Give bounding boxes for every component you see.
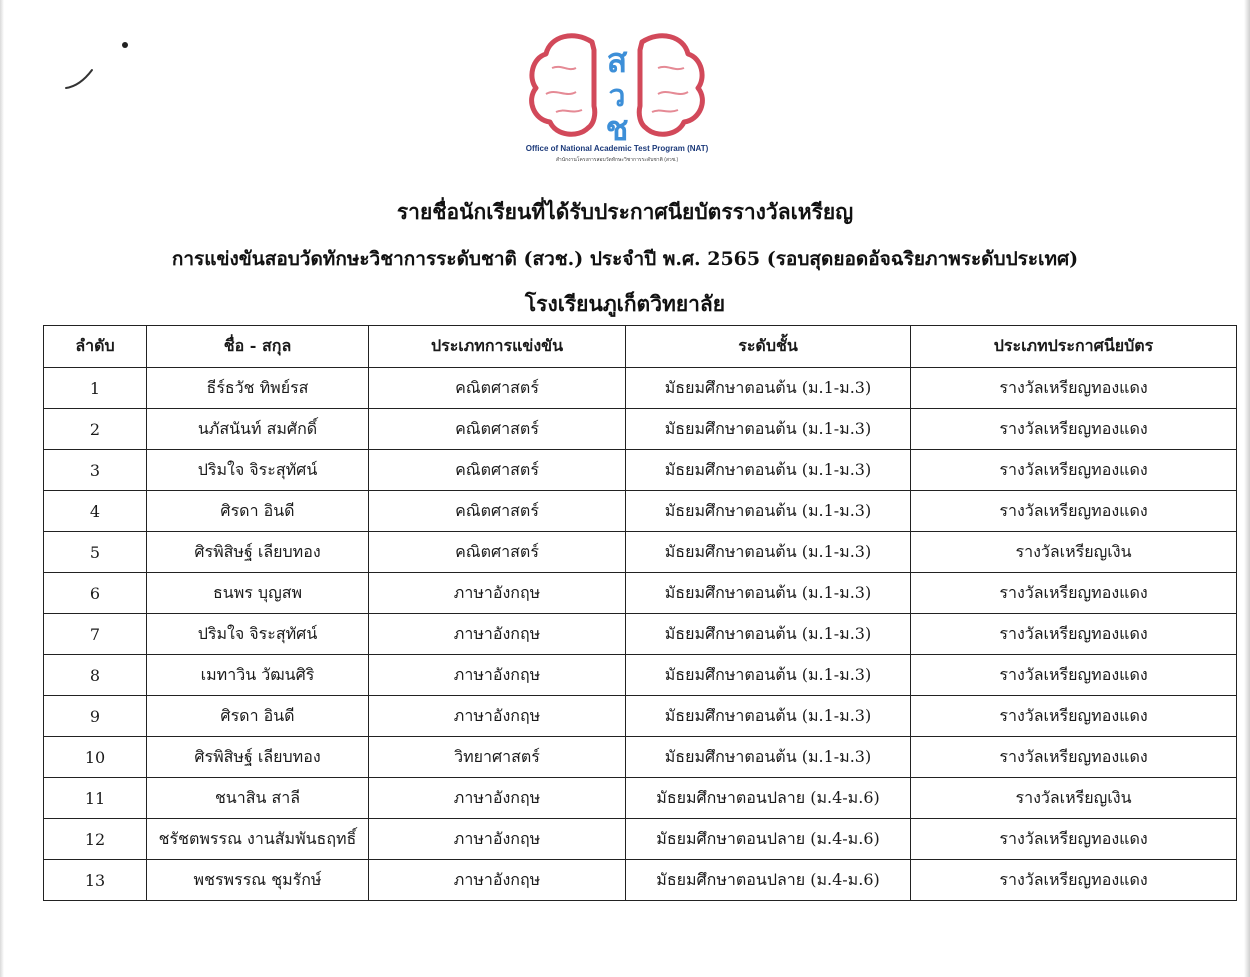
- cell-order: 13: [44, 860, 147, 901]
- cell-certificate: รางวัลเหรียญเงิน: [911, 532, 1237, 573]
- cell-order: 9: [44, 696, 147, 737]
- cell-certificate: รางวัลเหรียญทองแดง: [911, 737, 1237, 778]
- table-row: [44, 860, 1237, 901]
- cell-name: ปริมใจ จิระสุทัศน์: [147, 614, 369, 655]
- cell-level: มัธยมศึกษาตอนปลาย (ม.4-ม.6): [626, 860, 911, 901]
- cell-order: 11: [44, 778, 147, 819]
- cell-level: มัธยมศึกษาตอนต้น (ม.1-ม.3): [626, 368, 911, 409]
- table-row: [44, 409, 1237, 450]
- cell-competition: ภาษาอังกฤษ: [369, 614, 626, 655]
- cell-name: ชรัชตพรรณ งานสัมพันธฤทธิ์: [147, 819, 369, 860]
- header-competition: ประเภทการแข่งขัน: [369, 326, 626, 368]
- cell-level: มัธยมศึกษาตอนต้น (ม.1-ม.3): [626, 409, 911, 450]
- logo-caption-th: สำนักงานโครงการสอบวัดทักษะวิชาการระดับชาติ (สวช.): [555, 157, 679, 163]
- cell-level: มัธยมศึกษาตอนปลาย (ม.4-ม.6): [626, 778, 911, 819]
- cell-certificate: รางวัลเหรียญทองแดง: [911, 491, 1237, 532]
- header-certificate: ประเภทประกาศนียบัตร: [911, 326, 1237, 368]
- cell-level: มัธยมศึกษาตอนต้น (ม.1-ม.3): [626, 614, 911, 655]
- cell-order: 8: [44, 655, 147, 696]
- table-row: [44, 368, 1237, 409]
- table-row: [44, 655, 1237, 696]
- cell-level: มัธยมศึกษาตอนต้น (ม.1-ม.3): [626, 532, 911, 573]
- results-table: [43, 325, 1237, 901]
- cell-name: ธนพร บุญสพ: [147, 573, 369, 614]
- header-order: ลำดับ: [44, 326, 147, 368]
- cell-order: 3: [44, 450, 147, 491]
- cell-name: เมทาวิน วัฒนศิริ: [147, 655, 369, 696]
- cell-name: ศิรพิสิษฐ์ เลียบทอง: [147, 737, 369, 778]
- cell-level: มัธยมศึกษาตอนต้น (ม.1-ม.3): [626, 655, 911, 696]
- header-name: ชื่อ - สกุล: [147, 326, 369, 368]
- table-row: [44, 614, 1237, 655]
- cell-certificate: รางวัลเหรียญเงิน: [911, 778, 1237, 819]
- logo-glyph-2: ว: [608, 79, 626, 114]
- cell-certificate: รางวัลเหรียญทองแดง: [911, 696, 1237, 737]
- cell-order: 7: [44, 614, 147, 655]
- cell-competition: ภาษาอังกฤษ: [369, 778, 626, 819]
- logo-glyph-1: ส: [606, 41, 628, 81]
- cell-certificate: รางวัลเหรียญทองแดง: [911, 450, 1237, 491]
- table-row: [44, 532, 1237, 573]
- cell-level: มัธยมศึกษาตอนต้น (ม.1-ม.3): [626, 737, 911, 778]
- cell-certificate: รางวัลเหรียญทองแดง: [911, 573, 1237, 614]
- header-level: ระดับชั้น: [626, 326, 911, 368]
- cell-order: 10: [44, 737, 147, 778]
- cell-certificate: รางวัลเหรียญทองแดง: [911, 368, 1237, 409]
- cell-certificate: รางวัลเหรียญทองแดง: [911, 409, 1237, 450]
- cell-competition: ภาษาอังกฤษ: [369, 655, 626, 696]
- cell-order: 1: [44, 368, 147, 409]
- cell-certificate: รางวัลเหรียญทองแดง: [911, 614, 1237, 655]
- cell-name: ศิรพิสิษฐ์ เลียบทอง: [147, 532, 369, 573]
- scan-mark-icon: [58, 40, 138, 100]
- cell-name: ธีร์ธวัช ทิพย์รส: [147, 368, 369, 409]
- logo-caption-en: Office of National Academic Test Program (NAT): [525, 144, 709, 153]
- cell-name: ชนาสิน สาลี: [147, 778, 369, 819]
- cell-certificate: รางวัลเหรียญทองแดง: [911, 819, 1237, 860]
- cell-competition: คณิตศาสตร์: [369, 450, 626, 491]
- table-row: [44, 696, 1237, 737]
- cell-competition: ภาษาอังกฤษ: [369, 819, 626, 860]
- cell-name: ปริมใจ จิระสุทัศน์: [147, 450, 369, 491]
- cell-competition: คณิตศาสตร์: [369, 491, 626, 532]
- cell-competition: คณิตศาสตร์: [369, 409, 626, 450]
- cell-level: มัธยมศึกษาตอนต้น (ม.1-ม.3): [626, 491, 911, 532]
- cell-certificate: รางวัลเหรียญทองแดง: [911, 860, 1237, 901]
- cell-level: มัธยมศึกษาตอนต้น (ม.1-ม.3): [626, 573, 911, 614]
- logo-glyph-3: ช: [605, 109, 629, 146]
- table-row: [44, 819, 1237, 860]
- cell-competition: คณิตศาสตร์: [369, 368, 626, 409]
- cell-order: 2: [44, 409, 147, 450]
- table-row: [44, 491, 1237, 532]
- cell-order: 12: [44, 819, 147, 860]
- table-row: [44, 778, 1237, 819]
- school-name: โรงเรียนภูเก็ตวิทยาลัย: [524, 291, 726, 316]
- scan-edge-left: [0, 0, 4, 977]
- brain-logo-icon: [522, 28, 712, 146]
- cell-level: มัธยมศึกษาตอนปลาย (ม.4-ม.6): [626, 819, 911, 860]
- cell-name: นภัสนันท์ สมศักดิ์: [147, 409, 369, 450]
- cell-name: ศิรดา อินดี: [147, 696, 369, 737]
- cell-competition: วิทยาศาสตร์: [369, 737, 626, 778]
- cell-competition: ภาษาอังกฤษ: [369, 573, 626, 614]
- cell-order: 6: [44, 573, 147, 614]
- cell-level: มัธยมศึกษาตอนต้น (ม.1-ม.3): [626, 450, 911, 491]
- cell-competition: คณิตศาสตร์: [369, 532, 626, 573]
- cell-order: 4: [44, 491, 147, 532]
- cell-competition: ภาษาอังกฤษ: [369, 860, 626, 901]
- table-row: [44, 737, 1237, 778]
- cell-certificate: รางวัลเหรียญทองแดง: [911, 655, 1237, 696]
- document-title: รายชื่อนักเรียนที่ได้รับประกาศนียบัตรรางวัลเหรียญ: [396, 199, 854, 224]
- cell-name: ศิรดา อินดี: [147, 491, 369, 532]
- scan-edge-right: [1244, 0, 1250, 977]
- table-header-row: [44, 326, 1237, 368]
- cell-name: พชรพรรณ ชุมรักษ์: [147, 860, 369, 901]
- table-row: [44, 450, 1237, 491]
- cell-level: มัธยมศึกษาตอนต้น (ม.1-ม.3): [626, 696, 911, 737]
- cell-competition: ภาษาอังกฤษ: [369, 696, 626, 737]
- table-row: [44, 573, 1237, 614]
- cell-order: 5: [44, 532, 147, 573]
- competition-title: การแข่งขันสอบวัดทักษะวิชาการระดับชาติ (สวช.) ประจำปี พ.ศ. 2565 (รอบสุดยอดอัจฉริยภาพระดับประเทศ): [171, 248, 1079, 270]
